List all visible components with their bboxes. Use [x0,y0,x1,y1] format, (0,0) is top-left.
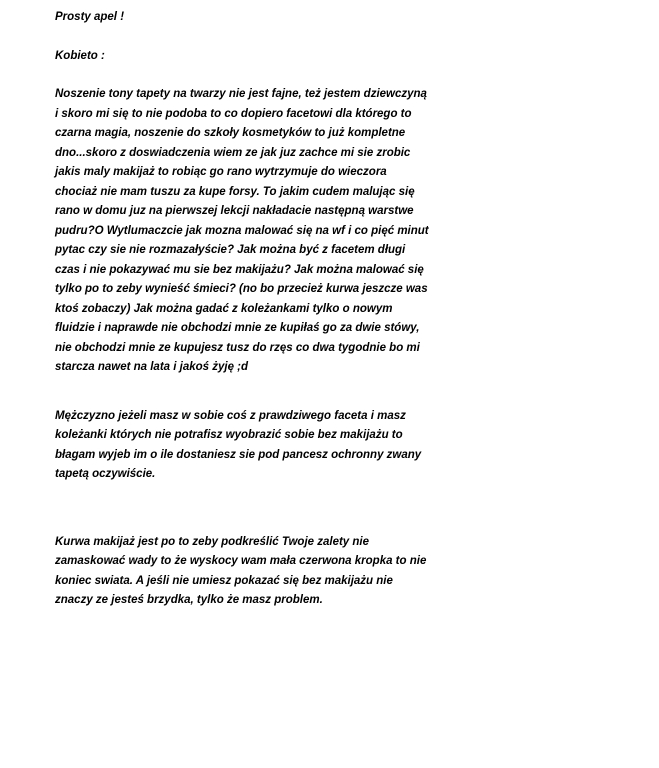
spacer [55,378,430,407]
document-salutation: Kobieto : [55,49,105,62]
paragraph-1: Noszenie tony tapety na twarzy nie jest fajne, też jestem dziewczyną i skoro mi się to nie podoba to co dopiero facetowi dla którego to czarna magia, noszenie do szkoły kosmetyków to już kompletne dno...skoro z doswiadczenia wiem ze jak juz zachce mi sie zrobic jakis maly makijaż to robiąc go rano wytrzymuje do wieczora chociaż nie mam tuszu za kupe forsy. To jakim cudem malując się rano w domu juz na pierwszej lekcji nakładacie następną warstwe pudru?O Wytlumaczcie jak mozna malować się na wf i co pięć minut pytac czy sie nie rozmazałyście? Jak można być z facetem długi czas i nie pokazywać mu sie bez makijażu? Jak można malować się tylko po to zeby wynieść śmieci? (no bo przecież kurwa jeszcze was ktoś zobaczy) Jak można gadać z koleżankami tylko o nowym fluidzie i naprawde nie obchodzi mnie ze kupiłaś go za dwie stówy, nie obchodzi mnie ze kupujesz tusz do rzęs co dwa tygodnie bo mi starcza nawet na lata i jakoś żyję ;d [55,88,432,373]
paragraph-3: Kurwa makijaż jest po to zeby podkreślić Twoje zalety nie zamaskować wady to że wyskocy wam mała czerwona kropka to nie koniec swiata. A jeśli nie umiesz pokazać się bez makijażu nie znaczy ze jesteś brzydka, tylko że masz problem. [55,535,430,606]
paragraph-2: Mężczyzno jeżeli masz w sobie coś z prawdziwego faceta i masz koleżanki których nie potrafisz wyobrazić sobie bez makijażu to błagam wyjeb im o ile dostaniesz sie pod pancesz ochronny zwany tapetą oczywiście. [55,409,425,480]
spacer [55,28,430,47]
spacer [55,66,430,85]
document-title: Prosty apel ! [55,11,125,23]
document-body [55,8,430,611]
spacer [55,485,430,533]
